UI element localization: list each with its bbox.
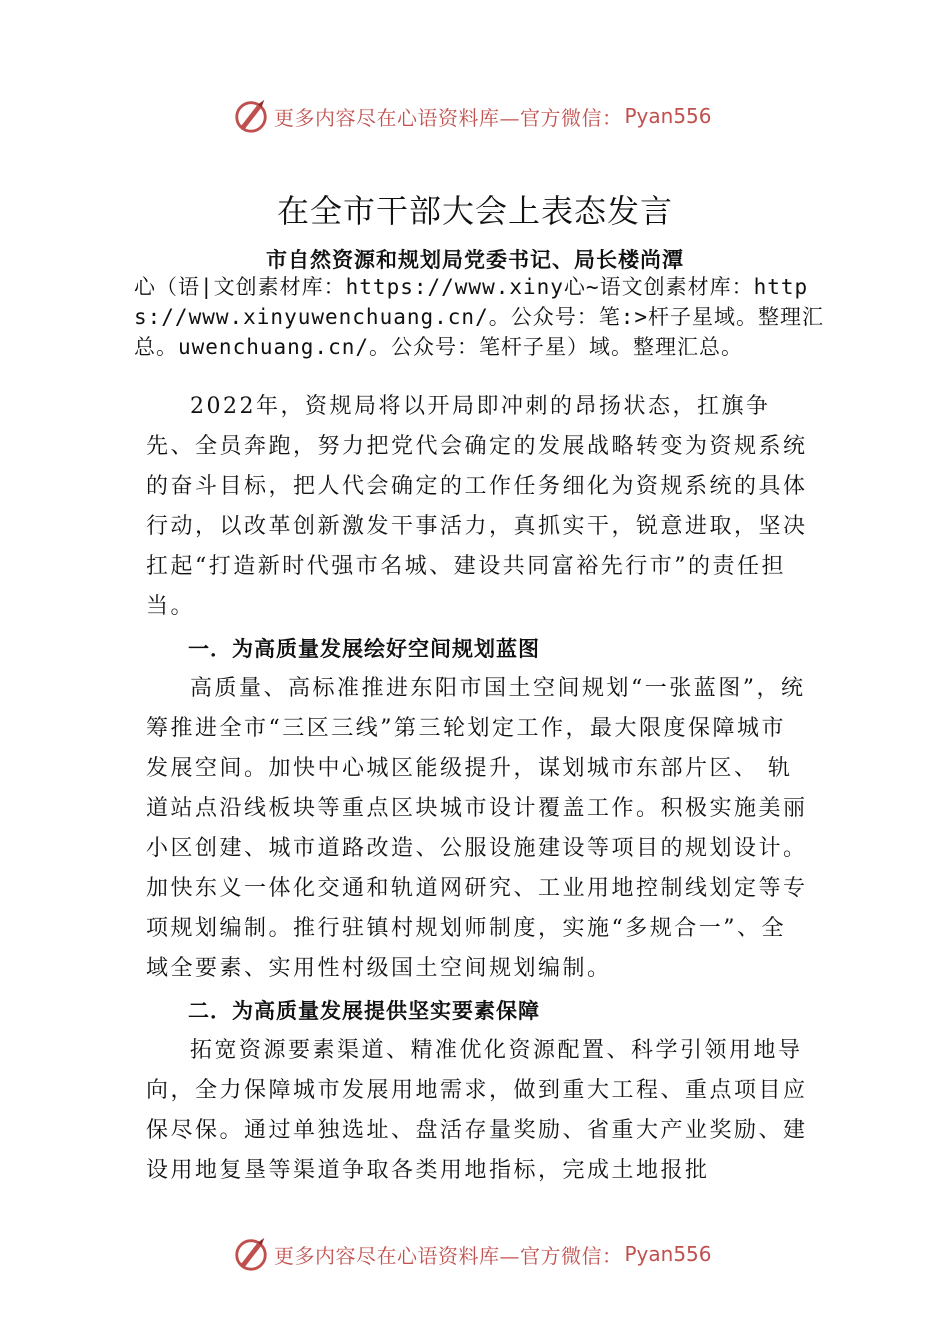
- author-line: 市自然资源和规划局党委书记、局长楼尚潭: [266, 247, 684, 272]
- wechat-id: Pyan556: [624, 104, 712, 128]
- section-paragraph-2: 拓宽资源要素渠道、精准优化资源配置、科学引领用地导向，全力保障城市发展用地需求，做到重大工程、重点项目应保尽保。通过单独选址、盘活存量奖励、省重大产业奖励、建设用地复垦等渠道争取各类用地指标，完成土地报批: [146, 1038, 808, 1183]
- document-body: [146, 387, 810, 1191]
- banner-text: 更多内容尽在心语资料库—官方微信：: [274, 1243, 623, 1268]
- source-watermark-text: 心（语|文创素材库：https://www.xiny心~语文创素材库：https://www.xinyuwenchuang.cn/。公众号：笔:>杆子星域。整理汇总。uwenchuang.cn/。公众号：笔杆子星）域。整理汇总。: [134, 275, 825, 359]
- footer-banner: [232, 1234, 752, 1274]
- wechat-id: Pyan556: [624, 1242, 712, 1266]
- banner-text: 更多内容尽在心语资料库—官方微信：: [274, 105, 623, 130]
- section-paragraph-1: 高质量、高标准推进东阳市国土空间规划“一张蓝图”，统筹推进全市“三区三线”第三轮划定工作，最大限度保障城市发展空间。加快中心城区能级提升，谋划城市东部片区、 轨道站点沿线板块等重点区块城市设计覆盖工作。积极实施美丽小区创建、城市道路改造、公服设施建设等项目的规划设计。加快东义一体化交通和轨道网研究、工业用地控制线划定等专项规划编制。推行驻镇村规划师制度，实施“多规合一”、全域全要素、实用性村级国土空间规划编制。: [146, 676, 808, 981]
- quill-logo-icon: [232, 97, 270, 135]
- page-title: 在全市干部大会上表态发言: [276, 192, 673, 230]
- section-heading-2: 二．为高质量发展提供坚实要素保障: [188, 999, 540, 1023]
- intro-paragraph: 2022年，资规局将以开局即冲刺的昂扬状态，扛旗争先、全员奔跑，努力把党代会确定的发展战略转变为资规系统的奋斗目标，把人代会确定的工作任务细化为资规系统的具体行动，以改革创新激发干事活力，真抓实干，锐意进取，坚决扛起“打造新时代强市名城、建设共同富裕先行市”的责任担当。: [146, 394, 808, 619]
- header-banner: [232, 96, 752, 136]
- quill-logo-icon: [232, 1235, 270, 1273]
- section-heading-1: 一．为高质量发展绘好空间规划蓝图: [188, 637, 540, 661]
